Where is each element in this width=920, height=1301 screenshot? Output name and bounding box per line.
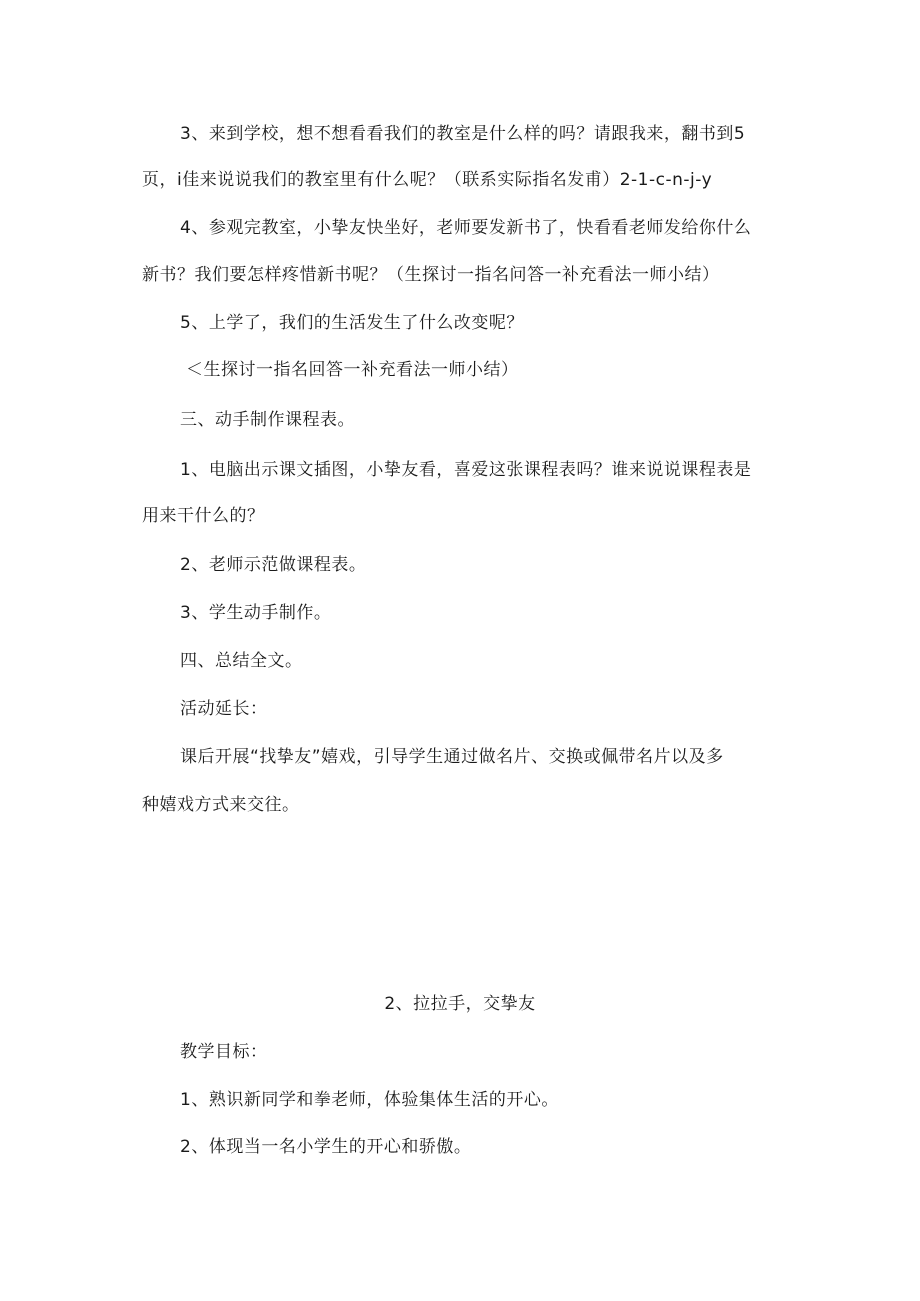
goal-2: 2、体现当一名小学生的开心和骄傲。: [180, 1137, 472, 1157]
heading-section-4: 四、总结全文。: [180, 651, 303, 671]
paragraph-5-line-2: ＜生探讨一指名回答一补充看法一师小结）: [186, 360, 519, 380]
question-3: 3、学生动手制作。: [180, 603, 332, 623]
activity-line-1: 课后开展“找挚友”嬉戏，引导学生通过做名片、交换或佩带名片以及多: [180, 747, 724, 767]
paragraph-4-line-1: 4、参观完教室，小挚友快坐好，老师要发新书了，快看看老师发给你什么: [180, 218, 752, 238]
lesson-title: 2、拉拉手，交挚友: [384, 994, 536, 1014]
goal-1: 1、熟识新同学和拳老师，体验集体生活的开心。: [180, 1090, 559, 1110]
paragraph-4-line-2: 新书？我们要怎样疼惜新书呢？（生探讨一指名问答一补充看法一师小结）: [142, 265, 720, 285]
heading-section-3: 三、动手制作课程表。: [180, 410, 355, 430]
question-1-line-1: 1、电脑出示课文插图，小挚友看，喜爱这张课程表吗？谁来说说课程表是: [180, 460, 752, 480]
paragraph-3-line-1: 3、来到学校，想不想看看我们的教室是什么样的吗？请跟我来，翻书到5: [180, 124, 746, 144]
activity-label: 活动延长：: [180, 699, 268, 719]
paragraph-5-line-1: 5、上学了，我们的生活发生了什么改变呢？: [180, 313, 524, 333]
teaching-goals-label: 教学目标：: [180, 1042, 268, 1062]
activity-line-2: 种嬉戏方式来交往。: [142, 795, 300, 815]
question-1-line-2: 用来干什么的？: [142, 506, 265, 526]
paragraph-3-line-2: 页，i佳来说说我们的教室里有什么呢？（联系实际指名发甫）2-1-c-n-j-y: [142, 170, 713, 190]
question-2: 2、老师示范做课程表。: [180, 555, 367, 575]
